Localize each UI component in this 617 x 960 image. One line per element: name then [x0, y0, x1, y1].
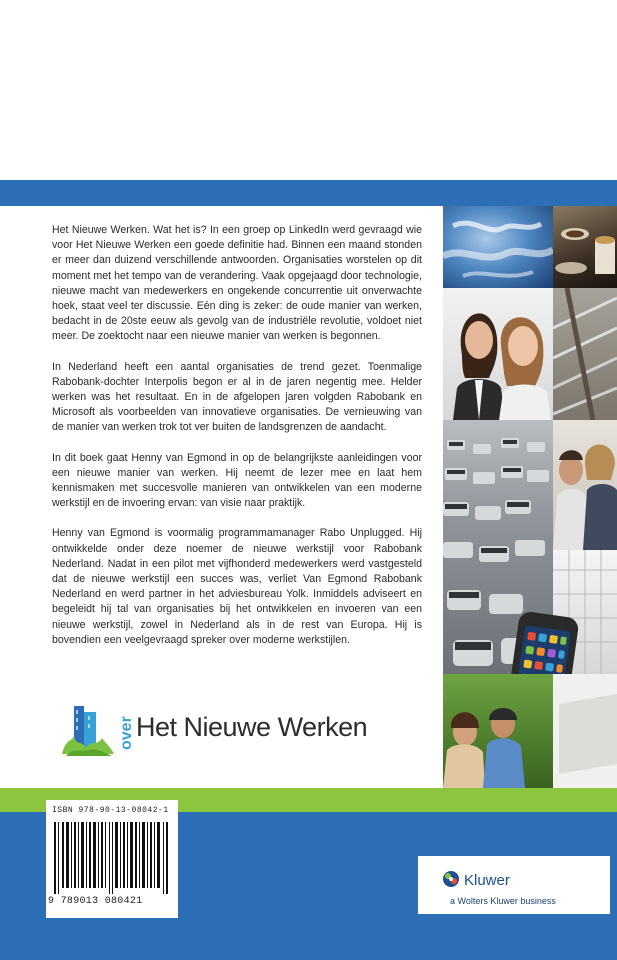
coffee-photo: [553, 206, 617, 288]
publisher-logo: [418, 856, 610, 914]
series-logo: [56, 702, 386, 758]
barcode-digits: 9 789013 080421: [48, 896, 143, 907]
publisher-name: Kluwer: [464, 872, 510, 889]
building-logo-icon: [60, 702, 116, 758]
author-bio: Henny van Egmond is voormalig programmamanager Rabo Unplugged. Hij ontwikkelde onder deze noemer de nieuwe werkstijl voor Rabobank Nederland. Nadat in een pilot met vijfhonderd medewerkers werd vastgesteld dat de nieuwe werkstijl een succes was, verliet Van Egmond Rabobank Nederland en werd partner in het adviesbureau Yolk. Inmiddels adviseert en begeleidt hij tal van organisaties bij het ontwikkelen en invoeren van een nieuwe werkstijl, zowel in Nederland als in de rest van Europa. Hij is bovendien een veelgevraagd spreker over moderne werkstijlen.: [52, 527, 422, 646]
blurb-paragraph-1: Het Nieuwe Werken. Wat het is? In een groep op LinkedIn werd gevraagd wie voor Het Nieuwe Werken een goede definitie had. Binnen een maand stonden er meer dan duizend verschillende antwoorden. Organisaties worstelen op dit moment met het tempo van de verandering. Vaak opgejaagd door technologie, nieuwe macht van medewerkers en ongekende concurrentie uit onverwachte hoek, staat veel ter discussie. Eén ding is zeker: de oude manier van werken, bedacht in de 20ste eeuw als gevolg van de industriële revolutie, voldoet niet meer. De zoektocht naar een nieuwe manier van werken is begonnen.: [52, 224, 422, 343]
kluwer-emblem-icon: [442, 870, 460, 888]
barcode-icon: [54, 822, 170, 894]
earth-photo: [443, 206, 553, 288]
blue-header-band: [0, 180, 617, 206]
rail-photo: [553, 288, 617, 420]
top-margin: [0, 0, 617, 180]
series-title: Het Nieuwe Werken: [136, 712, 368, 742]
series-prefix: over: [118, 716, 135, 750]
photo-collage: [443, 206, 617, 788]
blurb-paragraph-3: In dit boek gaat Henny van Egmond in op de belangrijkste aanleidingen voor een nieuwe manier van werken. Hij neemt de lezer mee en laat hem kennismaken met succesvolle manieren van ontwikkelen van een moderne werkstijl en de invoering ervan: van visie naar praktijk.: [52, 451, 422, 510]
women-photo: [443, 288, 553, 420]
publisher-tagline: a Wolters Kluwer business: [450, 896, 556, 906]
friends-photo: [443, 674, 617, 788]
isbn-label: ISBN 978-90-13-08042-1: [52, 806, 169, 815]
barcode-panel: [46, 800, 178, 918]
content-panel: [0, 206, 617, 788]
blurb-paragraph-2: In Nederland heeft een aantal organisaties de trend gezet. Toenmalige Rabobank-dochter Interpolis begon er al in de jaren negentig mee. Helder werken was het resultaat. En in de afgelopen jaren volgden Rabobank en Microsoft als voorbeelden van innovatieve organisaties. De vernieuwing van de manier van werken trok tot ver buiten de landsgrenzen de aandacht.: [52, 360, 422, 434]
couple-photo: [553, 420, 617, 550]
blurb-text: [52, 223, 422, 663]
